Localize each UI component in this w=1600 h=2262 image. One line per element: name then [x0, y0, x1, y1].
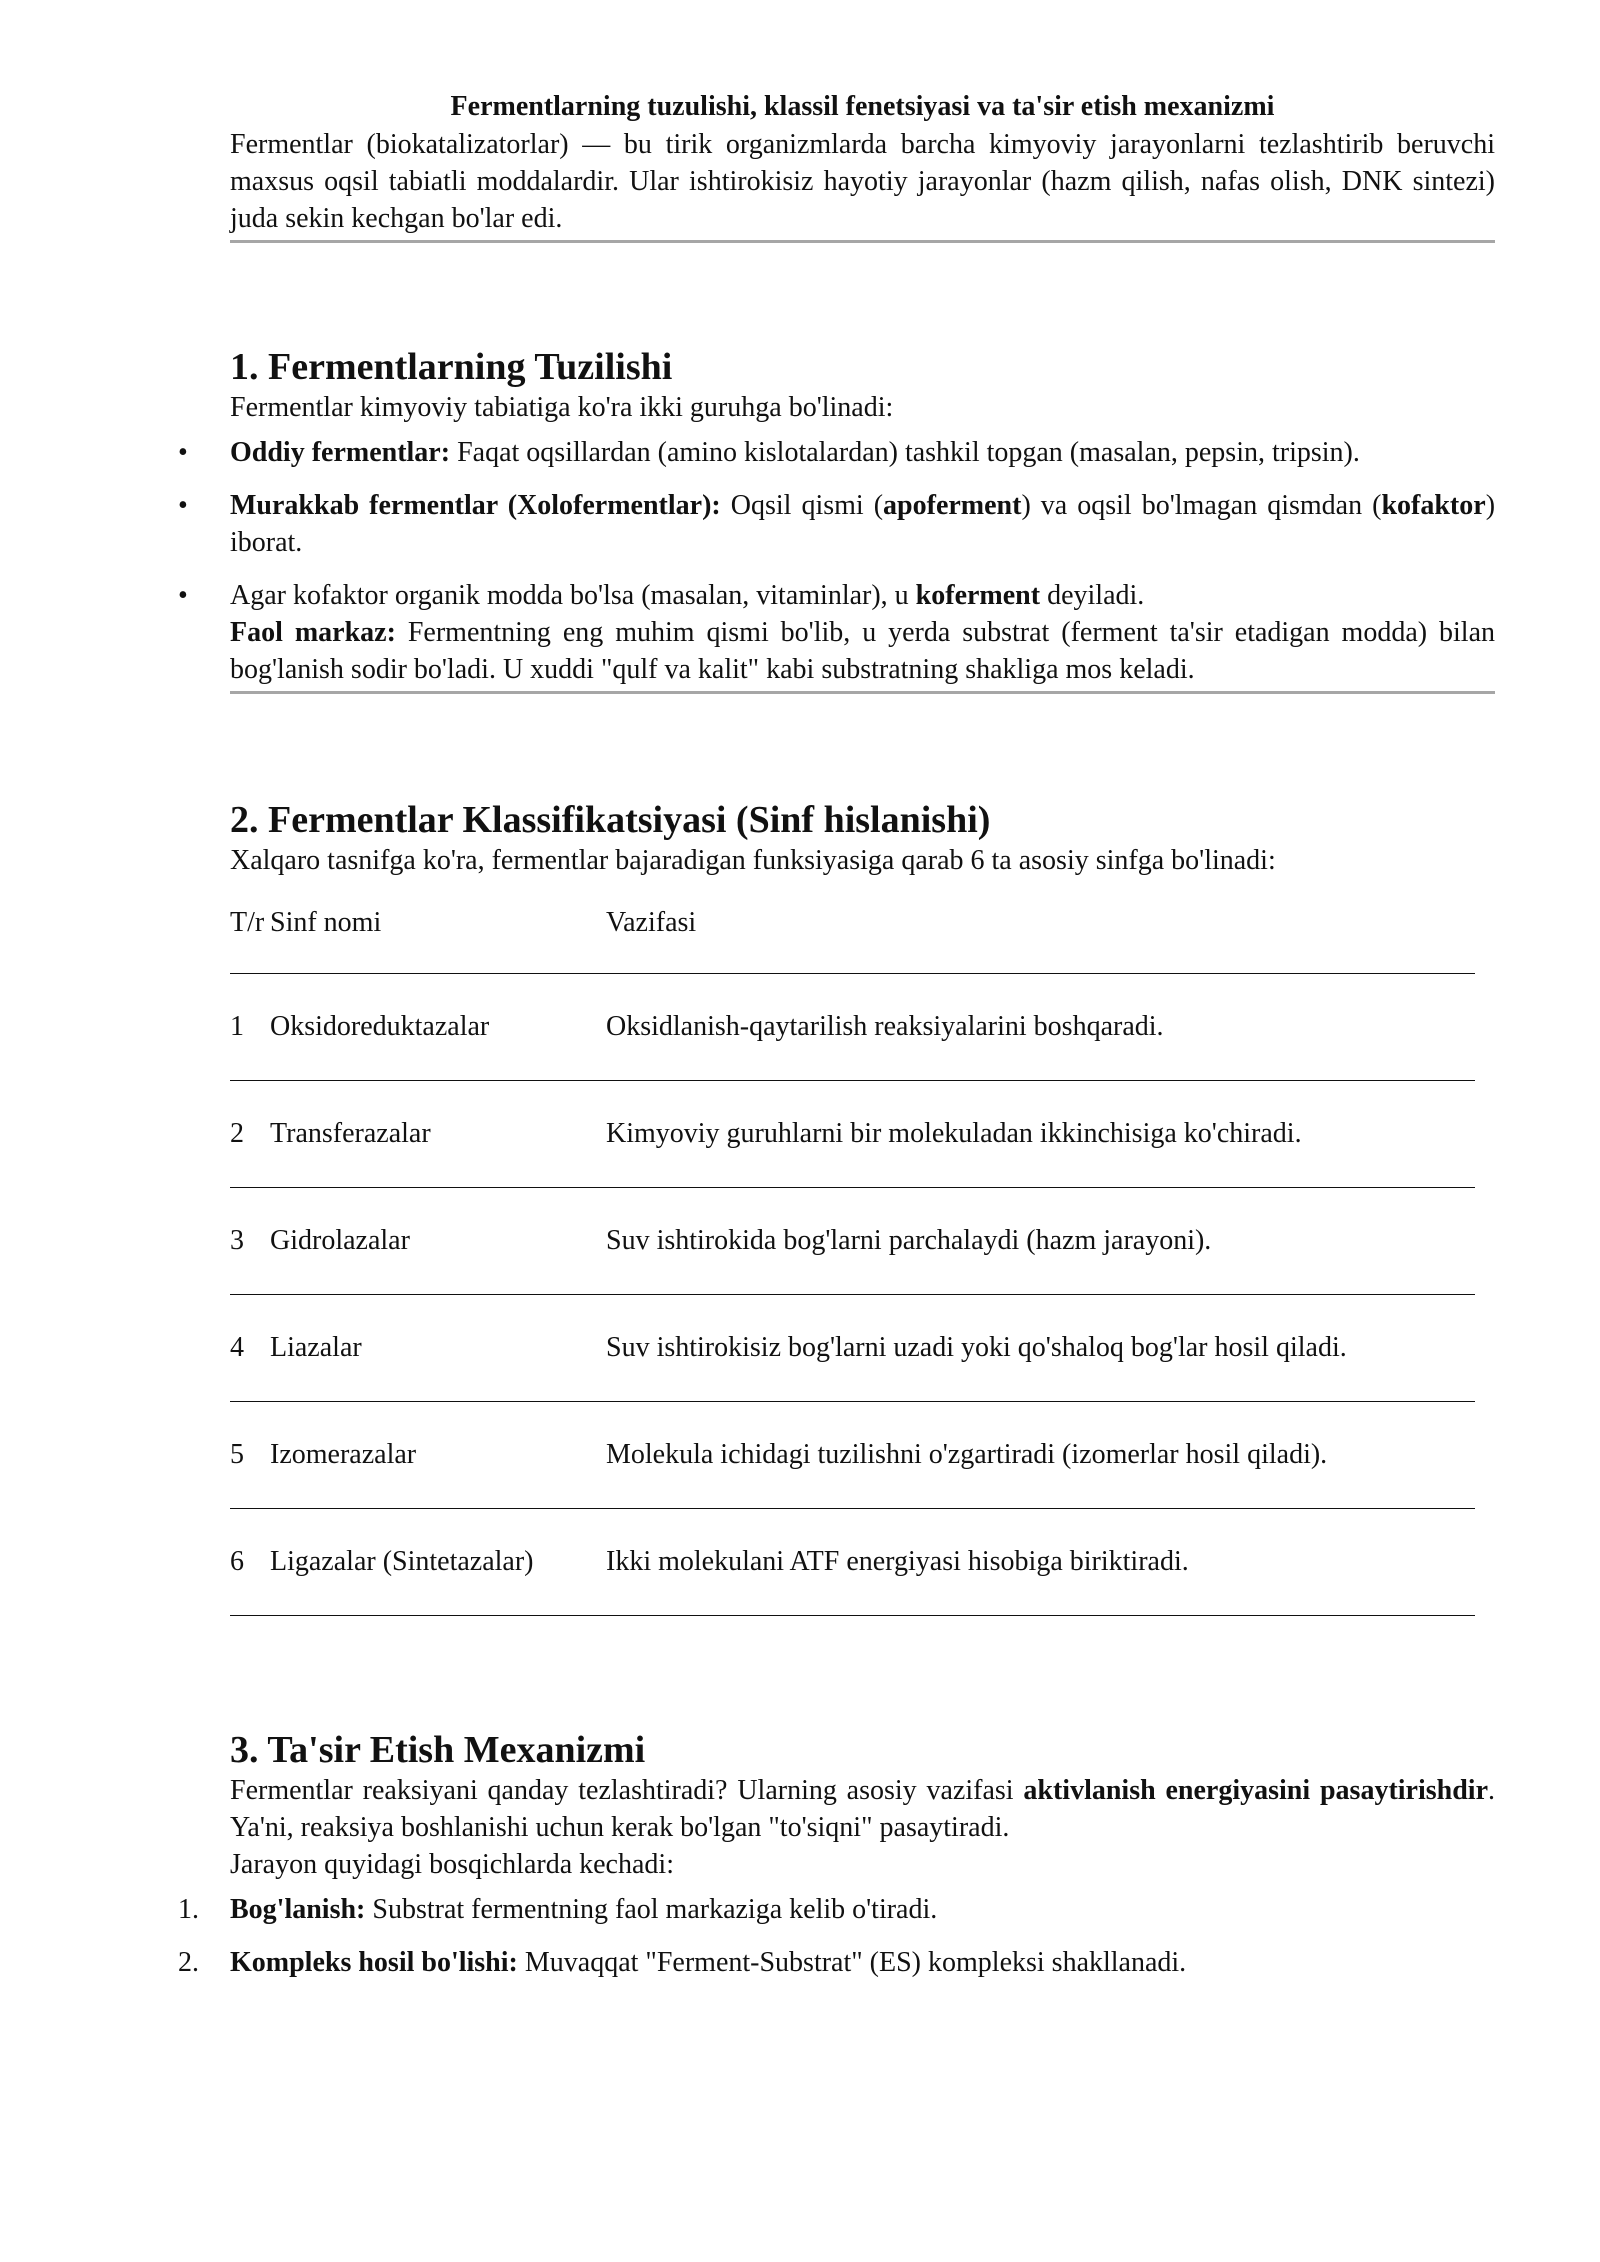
header-class-name: Sinf nomi: [270, 907, 606, 973]
section-lead: [230, 1772, 1495, 1846]
document-title: Fermentlarning tuzulishi, klassil fenetsiyasi va ta'sir etish mexanizmi: [450, 91, 1275, 122]
item-text: Oqsil qismi (: [720, 490, 884, 521]
class-function: Kimyoviy guruhlarni bir molekuladan ikkinchisiga ko'chiradi.: [606, 1080, 1475, 1187]
header-tr: T/r: [230, 907, 270, 973]
bullet-icon: •: [178, 437, 188, 468]
table-row: [230, 1294, 1475, 1401]
step-number: 2.: [178, 1946, 199, 1978]
item-text: Agar kofaktor organik modda bo'lsa (masalan, vitaminlar), u: [230, 580, 916, 611]
class-name: Liazalar: [270, 1294, 606, 1401]
list-item: [178, 1891, 1495, 1928]
table-row: [230, 1508, 1475, 1615]
item-text: ) iborat.: [230, 490, 1496, 558]
mechanism-steps-list: [178, 1891, 1495, 1981]
row-number: 4: [230, 1294, 270, 1401]
term-kofaktor: kofaktor: [1381, 490, 1486, 521]
list-item: [178, 1944, 1495, 1981]
bullet-icon: •: [178, 490, 188, 521]
class-name: Izomerazalar: [270, 1401, 606, 1508]
document-page: [178, 88, 1496, 1997]
term-label: Oddiy fermentlar:: [230, 437, 451, 468]
row-number: 5: [230, 1401, 270, 1508]
class-function: Molekula ichidagi tuzilishni o'zgartiradi (izomerlar hosil qiladi).: [606, 1401, 1475, 1508]
row-number: 3: [230, 1187, 270, 1294]
list-item: [178, 487, 1496, 561]
class-function: Oksidlanish-qaytarilish reaksiyalarini boshqaradi.: [606, 973, 1475, 1080]
row-number: 6: [230, 1508, 270, 1615]
lead-text: Fermentlar reaksiyani qanday tezlashtiradi? Ularning asosiy vazifasi: [230, 1774, 1024, 1806]
structure-list: [178, 434, 1496, 688]
row-number: 2: [230, 1080, 270, 1187]
step-text: Substrat fermentning faol markaziga kelib o'tiradi.: [365, 1893, 938, 1925]
section-heading-classification: 2. Fermentlar Klassifikatsiyasi (Sinf hislanishi): [230, 799, 991, 841]
term-label: Murakkab fermentlar (Xolofermentlar):: [230, 490, 721, 521]
class-function: Suv ishtirokida bog'larni parchalaydi (hazm jarayoni).: [606, 1187, 1475, 1294]
intro-paragraph: Fermentlar (biokatalizatorlar) — bu tirik organizmlarda barcha kimyoviy jarayonlarni tezlashtirib beruvchi maxsus oqsil tabiatli moddalardir. Ular ishtirokisiz hayotiy jarayonlar (hazm qilish, nafas olish, DNK sintezi) juda sekin kechgan bo'lar edi.: [230, 129, 1495, 234]
class-function: Ikki molekulani ATF energiyasi hisobiga biriktiradi.: [606, 1508, 1475, 1615]
row-number: 1: [230, 973, 270, 1080]
step-label: Kompleks hosil bo'lishi:: [230, 1946, 518, 1978]
class-name: Transferazalar: [270, 1080, 606, 1187]
item-text: deyiladi.: [1040, 580, 1145, 611]
term-activation-energy: aktivlanish energiyasini pasaytirishdir: [1023, 1774, 1489, 1806]
section-heading-mechanism: 3. Ta'sir Etish Mexanizmi: [230, 1728, 646, 1771]
class-name: Oksidoreduktazalar: [270, 973, 606, 1080]
table-row: [230, 1080, 1475, 1187]
item-text: ) va oqsil bo'lmagan qismdan (: [1021, 490, 1382, 521]
item-text: Fermentning eng muhim qismi bo'lib, u yerda substrat (ferment ta'sir etadigan modda) bilan bog'lanish sodir bo'ladi. U xuddi "qulf va kalit" kabi substratning shakliga mos keladi.: [230, 617, 1495, 685]
enzyme-classes-table: [230, 907, 1475, 1616]
list-item: [178, 434, 1495, 471]
term-koferment: koferment: [915, 580, 1041, 611]
class-name: Ligazalar (Sintetazalar): [270, 1508, 606, 1615]
step-number: 1.: [178, 1893, 199, 1925]
section-lead-2: Jarayon quyidagi bosqichlarda kechadi:: [230, 1848, 674, 1880]
class-name: Gidrolazalar: [270, 1187, 606, 1294]
section-divider: [230, 691, 1495, 694]
step-label: Bog'lanish:: [230, 1893, 366, 1925]
list-item: [178, 577, 1495, 688]
section-heading-structure: 1. Fermentlarning Tuzilishi: [230, 346, 673, 388]
lead-text: . Ya'ni, reaksiya boshlanishi uchun kerak bo'lgan "to'siqni" pasaytiradi.: [230, 1774, 1496, 1843]
table-row: [230, 973, 1475, 1080]
section-divider: [230, 240, 1495, 243]
header-function: Vazifasi: [606, 907, 1475, 973]
step-text: Muvaqqat "Ferment-Substrat" (ES) kompleksi shakllanadi.: [517, 1946, 1187, 1978]
item-text: Faqat oqsillardan (amino kislotalardan) tashkil topgan (masalan, pepsin, tripsin).: [450, 437, 1360, 468]
table-row: [230, 1401, 1475, 1508]
bullet-icon: •: [178, 580, 188, 611]
table-row: [230, 1187, 1475, 1294]
class-function: Suv ishtirokisiz bog'larni uzadi yoki qo'shaloq bog'lar hosil qiladi.: [606, 1294, 1475, 1401]
section-lead: Xalqaro tasnifga ko'ra, fermentlar bajaradigan funksiyasiga qarab 6 ta asosiy sinfga bo'linadi:: [230, 845, 1276, 876]
table-header-row: [230, 907, 1475, 973]
section-lead: Fermentlar kimyoviy tabiatiga ko'ra ikki guruhga bo'linadi:: [230, 392, 894, 423]
term-label: Faol markaz:: [230, 617, 396, 648]
term-apoferment: apoferment: [883, 490, 1022, 521]
